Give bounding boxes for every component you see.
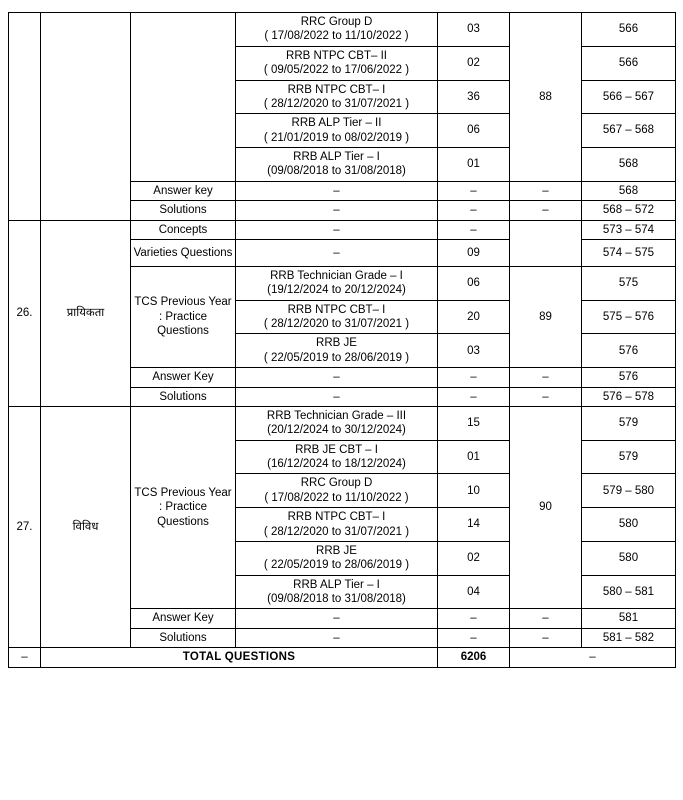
question-type-label: TCS Previous Year : Practice Questions (134, 487, 232, 528)
cell-set: 90 (510, 406, 582, 609)
exam-name: RRB NTPC CBT– I (287, 511, 386, 524)
cell-exam (236, 575, 438, 609)
exam-name: RRB ALP Tier – I (293, 151, 380, 163)
cell-pages: 581 – 582 (582, 628, 676, 647)
cell-pages: 568 – 572 (582, 201, 676, 220)
exam-name: RRB NTPC CBT– II (286, 49, 387, 62)
exam-dates: ( 22/05/2019 to 28/06/2019 ) (263, 351, 410, 364)
cell-exam: – (236, 201, 438, 220)
cell-questions: – (438, 181, 510, 200)
cell-exam: – (236, 220, 438, 239)
cell-set: – (510, 368, 582, 387)
exam-dates: ( 17/08/2022 to 11/10/2022 ) (264, 491, 409, 504)
exam-dates: (20/12/2024 to 30/12/2024) (267, 424, 406, 437)
cell-pages: 575 (582, 266, 676, 300)
cell-set: 89 (510, 266, 582, 367)
cell-pages: 574 – 575 (582, 239, 676, 266)
cell-exam (236, 13, 438, 47)
cell-pages: 576 (582, 334, 676, 368)
cell-question-type (131, 266, 236, 367)
cell-exam: – (236, 609, 438, 628)
cell-exam (236, 80, 438, 114)
cell-exam: – (236, 368, 438, 387)
cell-serial: 27. (9, 406, 41, 647)
cell-exam (236, 474, 438, 508)
cell-pages: 573 – 574 (582, 220, 676, 239)
question-type-label: TCS Previous Year : Practice Questions (134, 296, 232, 338)
table-row (9, 13, 676, 47)
cell-questions: 06 (438, 114, 510, 148)
exam-dates: ( 28/12/2020 to 31/07/2021 ) (263, 97, 410, 110)
cell-pages: 579 – 580 (582, 474, 676, 508)
cell-topic: विविध (41, 406, 131, 647)
cell-questions: 15 (438, 406, 510, 440)
cell-pages: 581 (582, 609, 676, 628)
total-questions-value: 6206 (438, 648, 510, 667)
cell-questions: 03 (438, 334, 510, 368)
cell-pages: 568 (582, 148, 676, 182)
cell-question-type: Solutions (131, 628, 236, 647)
cell-pages: 579 (582, 406, 676, 440)
cell-question-type (131, 406, 236, 609)
exam-name: RRB ALP Tier – I (293, 578, 380, 591)
exam-dates: (19/12/2024 to 20/12/2024) (267, 284, 406, 297)
contents-table (8, 12, 676, 668)
cell-questions: – (438, 609, 510, 628)
cell-topic (41, 13, 131, 221)
exam-name: RRB JE CBT – I (295, 443, 378, 456)
cell-question-type (131, 239, 236, 266)
exam-name: RRB JE (316, 544, 357, 557)
cell-questions: 09 (438, 239, 510, 266)
cell-exam (236, 114, 438, 148)
total-questions-label: TOTAL QUESTIONS (41, 648, 438, 667)
cell-pages: 566 (582, 13, 676, 47)
cell-exam: – (236, 239, 438, 266)
exam-name: RRB ALP Tier – II (291, 117, 382, 130)
cell-question-type: Solutions (131, 387, 236, 406)
exam-dates: ( 28/12/2020 to 31/07/2021 ) (263, 525, 410, 538)
cell-set: – (510, 387, 582, 406)
cell-serial (9, 13, 41, 221)
cell-pages: 576 – 578 (582, 387, 676, 406)
cell-pages: 576 (582, 368, 676, 387)
cell-exam: – (236, 181, 438, 200)
exam-dates: ( 09/05/2022 to 17/06/2022 ) (263, 64, 410, 77)
cell-questions: – (438, 220, 510, 239)
total-serial: – (9, 648, 41, 667)
cell-pages: 580 – 581 (582, 575, 676, 609)
cell-questions: 01 (438, 148, 510, 182)
total-row (9, 648, 676, 667)
cell-pages: 566 (582, 46, 676, 80)
cell-questions: – (438, 387, 510, 406)
cell-pages: 575 – 576 (582, 300, 676, 334)
cell-questions: 01 (438, 440, 510, 474)
cell-set: – (510, 609, 582, 628)
exam-dates: ( 21/01/2019 to 08/02/2019 ) (263, 131, 410, 144)
table-row (9, 406, 676, 440)
cell-exam: – (236, 628, 438, 647)
question-type-label: Varieties Questions (133, 246, 233, 259)
cell-set: – (510, 181, 582, 200)
cell-pages: 579 (582, 440, 676, 474)
cell-question-type: Answer Key (131, 368, 236, 387)
cell-topic: प्रायिकता (41, 220, 131, 406)
cell-exam (236, 46, 438, 80)
exam-dates: (09/08/2018 to 31/08/2018) (267, 165, 406, 178)
cell-pages: 567 – 568 (582, 114, 676, 148)
cell-set: 88 (510, 13, 582, 182)
exam-name: RRC Group D (300, 477, 373, 490)
cell-questions: 20 (438, 300, 510, 334)
cell-pages: 568 (582, 181, 676, 200)
cell-exam (236, 541, 438, 575)
cell-set: – (510, 628, 582, 647)
cell-questions: 36 (438, 80, 510, 114)
cell-question-type (131, 13, 236, 182)
cell-questions: 03 (438, 13, 510, 47)
cell-questions: – (438, 628, 510, 647)
cell-pages: 566 – 567 (582, 80, 676, 114)
exam-name: RRB Technician Grade – I (270, 269, 403, 282)
cell-exam (236, 440, 438, 474)
total-pages: – (510, 648, 676, 667)
exam-name: RRC Group D (300, 16, 373, 28)
exam-name: RRB NTPC CBT– I (287, 83, 386, 96)
exam-dates: ( 22/05/2019 to 28/06/2019 ) (263, 559, 410, 572)
cell-questions: – (438, 201, 510, 220)
cell-questions: 14 (438, 508, 510, 542)
table-row (9, 220, 676, 239)
exam-name: RRB JE (316, 337, 357, 350)
cell-set (510, 220, 582, 266)
exam-dates: (16/12/2024 to 18/12/2024) (267, 458, 406, 470)
cell-question-type: Solutions (131, 201, 236, 220)
cell-exam (236, 266, 438, 300)
exam-dates: ( 17/08/2022 to 11/10/2022 ) (264, 30, 409, 43)
cell-pages: 580 (582, 508, 676, 542)
cell-set: – (510, 201, 582, 220)
cell-exam: – (236, 387, 438, 406)
cell-questions: 06 (438, 266, 510, 300)
cell-questions: – (438, 368, 510, 387)
cell-question-type: Answer key (131, 181, 236, 200)
cell-exam (236, 300, 438, 334)
exam-name: RRB NTPC CBT– I (287, 303, 386, 316)
cell-questions: 02 (438, 46, 510, 80)
cell-exam (236, 334, 438, 368)
cell-question-type: Answer Key (131, 609, 236, 628)
exam-dates: (09/08/2018 to 31/08/2018) (267, 593, 406, 605)
cell-questions: 04 (438, 575, 510, 609)
cell-serial: 26. (9, 220, 41, 406)
cell-pages: 580 (582, 541, 676, 575)
cell-exam (236, 508, 438, 542)
cell-questions: 02 (438, 541, 510, 575)
cell-question-type: Concepts (131, 220, 236, 239)
cell-questions: 10 (438, 474, 510, 508)
exam-dates: ( 28/12/2020 to 31/07/2021 ) (263, 318, 410, 330)
cell-exam (236, 406, 438, 440)
exam-name: RRB Technician Grade – III (266, 409, 407, 422)
cell-exam (236, 148, 438, 182)
